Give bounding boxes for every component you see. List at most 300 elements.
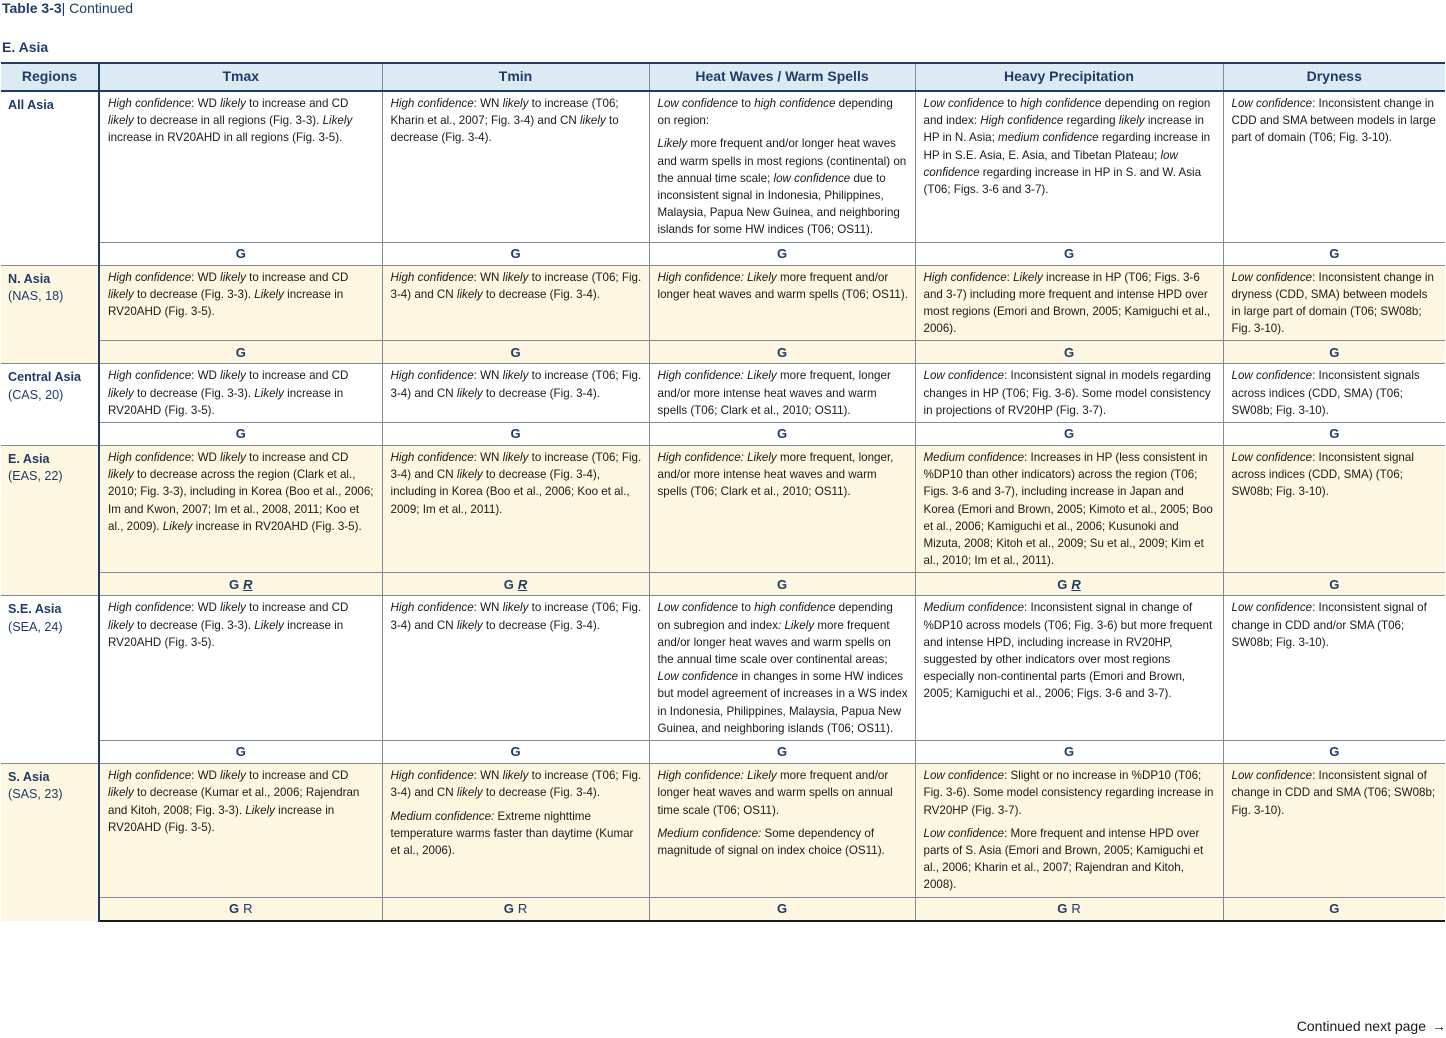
cell-heat-waves [649, 596, 915, 741]
cell-paragraph [924, 449, 1217, 569]
cell-text: increase in HP (T06; Figs. 3-6 and 3-7) including more frequent and intense HPD over most regions (Emori and Brown, 2005; Kamiguchi et al., 2006). [923, 270, 1211, 336]
column-header-tmin: Tmin [382, 63, 649, 91]
confidence-term: High confidence [980, 114, 1064, 128]
confidence-term: likely [502, 369, 529, 383]
table-row [1, 446, 1445, 573]
global-model-marker: G [1057, 576, 1068, 592]
confidence-term: likely [502, 769, 529, 783]
cell-heavy-precipitation [915, 764, 1223, 897]
global-model-marker: G [1329, 576, 1340, 592]
assessment-dryness [1223, 897, 1445, 921]
assessment-heavy-precipitation [915, 897, 1223, 921]
cell-heat-waves [649, 91, 915, 242]
column-header-tmax: Tmax [99, 63, 382, 91]
confidence-term: Low confidence [1231, 97, 1313, 110]
assessment-row [1, 573, 1445, 596]
column-header-heat-waves: Heat Waves / Warm Spells [649, 63, 915, 91]
global-model-marker: G [1057, 900, 1068, 916]
projections-table [1, 62, 1445, 922]
cell-text: : Inconsistent signal of change in CDD and/or SMA (T06; SW08b; Fig. 3-10). [1231, 601, 1427, 649]
cell-text: : [1006, 270, 1014, 284]
confidence-term: Low confidence [657, 601, 739, 615]
cell-text: increase in RV20AHD (Fig. 3-5). [108, 803, 335, 834]
assessment-row [1, 423, 1445, 446]
confidence-term: Likely [245, 803, 275, 817]
cell-text: regarding increase in HP in S. and W. Asia (T06; Figs. 3-6 and 3-7). [923, 165, 1202, 197]
assessment-heat-waves [649, 423, 915, 446]
assessment-heavy-precipitation [915, 341, 1223, 364]
confidence-term: High confidence: Likely [657, 270, 777, 284]
global-model-marker: G [235, 426, 246, 442]
global-model-marker: G [510, 744, 521, 760]
cell-text: to decrease (Fig. 3-4). [482, 786, 600, 800]
cell-text: increase in RV20AHD (Fig. 3-5). [108, 618, 344, 649]
cell-text: : WN [473, 97, 503, 110]
confidence-term: likely [220, 451, 246, 465]
confidence-term: likely [220, 270, 246, 284]
cell-text: to increase (T06; Kharin et al., 2007; Fig. 3-4) and CN [390, 97, 619, 128]
table-header-row [1, 63, 1445, 91]
confidence-term: Low confidence [923, 97, 1005, 110]
confidence-term: Likely [254, 618, 284, 632]
table-row [1, 265, 1445, 341]
cell-text: : Inconsistent signal in change of %DP10 across models (T06; Fig. 3-6) but more frequent and intense HPD, including increase in RV20HP, suggested by other indicators over most regions especially non-continental parts (Emori and Brown, 2005; Kamiguchi et al., 2006; Figs. 3-6 and 3-7). [923, 601, 1213, 701]
confidence-term: High confidence [108, 97, 192, 110]
assessment-row [1, 741, 1445, 764]
confidence-term: Low confidence [657, 97, 739, 110]
cell-paragraph [108, 269, 376, 321]
cell-paragraph [391, 599, 643, 633]
confidence-term: Low confidence [1231, 369, 1313, 383]
confidence-term: Low confidence [923, 826, 1005, 840]
cell-text: more frequent, longer and/or more intense heat waves and warm spells (T06; Clark et al., 2010; OS11). [657, 369, 891, 417]
global-model-marker: G [510, 246, 521, 262]
cell-text: : WN [473, 369, 503, 383]
assessment-tmax [99, 242, 382, 265]
assessment-tmin [382, 741, 649, 764]
region-name: S.E. Asia [8, 602, 62, 617]
region-code: (CAS, 20) [8, 387, 64, 402]
confidence-term: High confidence: Likely [657, 369, 777, 383]
cell-text: to decrease (Fig. 3-4). [482, 618, 600, 632]
cell-heat-waves [649, 446, 915, 573]
cell-text: : Inconsistent signal in models regarding changes in HP (T06; Fig. 3-6). Some model consistency in projections of RV20HP (Fig. 3-7). [923, 369, 1211, 417]
continued-next-label: Continued next page [1296, 1018, 1426, 1034]
assessment-heat-waves [649, 341, 915, 364]
global-model-marker: G [776, 426, 788, 442]
cell-text: increase in RV20AHD in all regions (Fig. 3-5). [108, 131, 343, 145]
global-model-marker: G [776, 744, 788, 760]
region-name: N. Asia [8, 271, 51, 286]
cell-text: : More frequent and intense HPD over parts of S. Asia (Emori and Brown, 2005; Kamiguchi et al., 2006; Kharin et al., 2007; Rajendran and Kitoh, 2008). [923, 826, 1204, 892]
cell-text: increase in RV20AHD (Fig. 3-5). [108, 287, 344, 319]
confidence-term: likely [220, 601, 246, 615]
region-cell [1, 596, 99, 764]
confidence-term: High confidence [108, 451, 192, 465]
confidence-term: : Likely [778, 618, 815, 632]
confidence-term: likely [502, 97, 529, 110]
global-model-marker: G [1063, 744, 1075, 760]
cell-tmax [99, 265, 382, 341]
confidence-term: likely [108, 618, 134, 632]
cell-tmax [99, 364, 382, 423]
assessment-dryness [1223, 573, 1445, 596]
cell-paragraph [658, 825, 909, 859]
confidence-term: High confidence [390, 369, 474, 383]
cell-text: : WN [473, 270, 503, 284]
cell-text: : WD [191, 369, 221, 383]
table-row [1, 764, 1445, 897]
cell-text: to increase (T06; Fig. 3-4) and CN [390, 601, 642, 632]
confidence-term: likely [220, 769, 246, 783]
cell-text: to decrease (Fig. 3-4), including in Korea (Boo et al., 2006; Koo et al., 2009; Im et al., 2011). [390, 468, 630, 516]
cell-heat-waves [649, 265, 915, 341]
cell-text: : Inconsistent change in dryness (CDD, SMA) between models in large part of domain (T06; SW08b; Fig. 3-10). [1231, 270, 1434, 336]
region-cell [1, 265, 99, 364]
confidence-term: Likely [254, 386, 284, 400]
table-row [1, 596, 1445, 741]
region-name: E. Asia [8, 452, 50, 467]
regional-model-marker: R [1071, 900, 1081, 916]
cell-text: more frequent and/or longer heat waves and warm spells on the annual time scale over continental areas; [657, 618, 891, 667]
assessment-tmax [99, 897, 382, 921]
assessment-tmax [99, 741, 382, 764]
cell-text: to increase and CD [245, 270, 349, 284]
confidence-term: likely [456, 468, 483, 482]
cell-text: : WD [191, 769, 221, 783]
cell-text: to increase (T06; Fig. 3-4) and CN [390, 451, 642, 482]
global-model-marker: G [1329, 426, 1340, 442]
confidence-term: likely [108, 468, 134, 482]
confidence-term: likely [502, 270, 529, 284]
cell-paragraph [1232, 449, 1440, 501]
region-code: (SAS, 23) [8, 787, 63, 802]
cell-paragraph [391, 767, 643, 801]
confidence-term: High confidence [390, 769, 474, 783]
confidence-term: Likely [1013, 270, 1043, 284]
cell-paragraph [924, 599, 1217, 702]
confidence-term: likely [456, 386, 483, 400]
cell-paragraph [1232, 767, 1440, 819]
assessment-row [1, 242, 1445, 265]
confidence-term: likely [220, 369, 246, 383]
cell-paragraph [658, 767, 909, 819]
assessment-heavy-precipitation [915, 741, 1223, 764]
column-header-heavy-precipitation: Heavy Precipitation [915, 63, 1223, 91]
assessment-tmin [382, 242, 649, 265]
cell-text: to decrease across the region (Clark et al., 2010; Fig. 3-3), including in Korea (Boo et al., 2006; Im and Kwon, 2007; Im et al., 2008, 2011; Koo et al., 2009). [108, 468, 374, 533]
cell-paragraph [658, 269, 909, 303]
confidence-term: Likely [254, 287, 284, 301]
cell-paragraph [924, 95, 1217, 198]
assessment-dryness [1223, 341, 1445, 364]
region-cell [1, 91, 99, 265]
cell-text: : WD [191, 601, 221, 615]
confidence-term: low confidence [773, 171, 851, 185]
global-model-marker: G [235, 744, 246, 760]
assessment-heat-waves [649, 242, 915, 265]
global-model-marker: G [1063, 246, 1075, 262]
confidence-term: Likely [162, 519, 193, 533]
assessment-heat-waves [649, 897, 915, 921]
table-caption [2, 0, 133, 16]
assessment-heat-waves [649, 741, 915, 764]
confidence-term: Low confidence [1231, 270, 1313, 284]
cell-text: to decrease in all regions (Fig. 3-3). [133, 114, 323, 128]
region-cell [1, 764, 99, 921]
global-model-marker: G [235, 344, 246, 360]
region-name: Central Asia [8, 370, 82, 385]
cell-tmax [99, 446, 382, 573]
cell-text: to [738, 601, 755, 615]
cell-text: increase in RV20AHD (Fig. 3-5). [108, 386, 344, 417]
cell-text: to decrease (Kumar et al., 2006; Rajendran and Kitoh, 2008; Fig. 3-3). [108, 786, 360, 817]
cell-heat-waves [649, 764, 915, 897]
cell-text: to decrease (Fig. 3-3). [133, 618, 255, 632]
cell-heavy-precipitation [915, 446, 1223, 573]
assessment-tmin [382, 423, 649, 446]
assessment-tmax [99, 573, 382, 596]
cell-text: to increase (T06; Fig. 3-4) and CN [390, 769, 642, 800]
cell-paragraph [658, 449, 909, 501]
confidence-term: likely [456, 287, 483, 301]
cell-paragraph [1232, 95, 1440, 147]
cell-paragraph [658, 367, 909, 419]
confidence-term: High confidence [390, 601, 474, 615]
cell-text: to [738, 97, 755, 110]
cell-paragraph [1232, 367, 1440, 419]
cell-text: depending on region: [657, 97, 893, 128]
assessment-tmin [382, 341, 649, 364]
cell-heat-waves [649, 364, 915, 423]
assessment-dryness [1223, 741, 1445, 764]
cell-text: to increase and CD [245, 601, 349, 615]
cell-heavy-precipitation [915, 91, 1223, 242]
confidence-term: Low confidence [657, 670, 739, 684]
cell-text: increase in HP in N. Asia; [923, 114, 1204, 145]
cell-text: : Inconsistent signal of change in CDD and SMA (T06; SW08b; Fig. 3-10). [1231, 769, 1436, 817]
confidence-term: Low confidence [1231, 601, 1313, 615]
cell-text: : Slight or no increase in %DP10 (T06; Fig. 3-6). Some model consistency regarding increase in RV20HP (Fig. 3-7). [923, 769, 1214, 817]
assessment-heavy-precipitation [915, 242, 1223, 265]
cell-paragraph [108, 599, 376, 651]
confidence-term: High confidence: Likely [657, 769, 777, 783]
regional-model-marker: R [517, 576, 528, 592]
cell-paragraph [1232, 599, 1440, 651]
table-row [1, 91, 1445, 242]
global-model-marker: G [1329, 344, 1340, 360]
confidence-term: High confidence [108, 270, 192, 284]
cell-tmax [99, 764, 382, 897]
cell-text: increase in RV20AHD (Fig. 3-5). [192, 519, 362, 533]
confidence-term: likely [1118, 114, 1145, 128]
cell-text: more frequent and/or longer heat waves and warm spells on annual time scale (T06; OS11). [657, 769, 893, 817]
cell-text: more frequent and/or longer heat waves and warm spells in most regions (continental) on the annual time scale; [657, 137, 907, 185]
confidence-term: likely [502, 601, 529, 615]
cell-text: to increase and CD [245, 451, 349, 465]
cell-dryness [1223, 446, 1445, 573]
cell-text: due to inconsistent signal in Indonesia, Philippines, Malaysia, Papua New Guinea, and neighboring islands for some HW indices (T06; OS11). [657, 171, 900, 237]
region-group-title: E. Asia [2, 39, 49, 55]
cell-text: to [1004, 97, 1021, 110]
confidence-term: Low confidence [923, 769, 1005, 783]
cell-paragraph [391, 449, 643, 518]
assessment-row [1, 897, 1445, 921]
cell-paragraph [924, 825, 1217, 894]
cell-paragraph [658, 135, 909, 238]
confidence-term: low confidence [923, 148, 1178, 179]
cell-dryness [1223, 596, 1445, 741]
region-code: (SEA, 24) [8, 619, 63, 634]
assessment-tmax [99, 341, 382, 364]
column-header-regions: Regions [1, 63, 99, 91]
confidence-term: Low confidence [1231, 769, 1313, 783]
cell-text: : Inconsistent signals across indices (CDD, SMA) (T06; SW08b; Fig. 3-10). [1231, 369, 1420, 417]
confidence-term: High confidence [108, 369, 192, 383]
assessment-heat-waves [649, 573, 915, 596]
cell-paragraph [108, 367, 376, 419]
cell-paragraph [924, 269, 1217, 338]
cell-paragraph [658, 599, 909, 737]
cell-text: more frequent, longer, and/or more intense heat waves and warm spells (T06; Clark et al., 2010; OS11). [657, 451, 894, 499]
cell-dryness [1223, 364, 1445, 423]
cell-text: : WD [191, 97, 221, 110]
cell-tmin [382, 446, 649, 573]
cell-tmin [382, 91, 649, 242]
cell-paragraph [391, 367, 643, 401]
assessment-heavy-precipitation [915, 423, 1223, 446]
cell-text: depending on subregion and index [657, 601, 893, 632]
cell-text: regarding [1063, 114, 1119, 128]
cell-text: depending on region and index: [923, 97, 1211, 128]
cell-dryness [1223, 764, 1445, 897]
regional-model-marker: R [517, 900, 528, 916]
region-code: (NAS, 18) [8, 288, 64, 303]
cell-text: : WD [191, 451, 221, 465]
region-name: All Asia [8, 98, 54, 112]
cell-text: to increase and CD [245, 769, 349, 783]
regional-model-marker: R [243, 576, 253, 592]
cell-text: : Inconsistent signal across indices (CDD, SMA) (T06; SW08b; Fig. 3-10). [1231, 451, 1414, 499]
cell-text: Some dependency of magnitude of signal on index choice (OS11). [657, 826, 885, 857]
assessment-tmin [382, 573, 649, 596]
cell-heavy-precipitation [915, 596, 1223, 741]
confidence-term: likely [456, 786, 483, 800]
cell-text: to increase and CD [245, 97, 349, 110]
regional-model-marker: R [1071, 576, 1081, 592]
cell-tmax [99, 596, 382, 741]
cell-text: : WN [473, 451, 503, 465]
confidence-term: High confidence [390, 270, 474, 284]
confidence-term: Likely [322, 114, 353, 128]
cell-text: to decrease (Fig. 3-4). [482, 386, 600, 400]
confidence-term: high confidence [1020, 97, 1102, 110]
cell-text: to increase and CD [245, 369, 349, 383]
confidence-term: Medium confidence [923, 601, 1025, 615]
region-cell [1, 446, 99, 596]
confidence-term: Medium confidence: [390, 809, 495, 823]
confidence-term: likely [108, 386, 134, 400]
confidence-term: Medium confidence: [657, 826, 762, 840]
cell-text: Extreme nighttime temperature warms faster than daytime (Kumar et al., 2006). [390, 809, 634, 857]
assessment-heavy-precipitation [915, 573, 1223, 596]
cell-paragraph [658, 95, 909, 129]
global-model-marker: G [1063, 344, 1075, 360]
global-model-marker: G [776, 576, 788, 592]
cell-paragraph [108, 449, 376, 535]
global-model-marker: G [1063, 426, 1075, 442]
global-model-marker: G [235, 246, 246, 262]
cell-text: : WD [191, 270, 221, 284]
region-cell [1, 364, 99, 446]
cell-paragraph [391, 269, 643, 303]
confidence-term: High confidence [390, 97, 474, 110]
confidence-term: likely [108, 114, 134, 128]
assessment-row [1, 341, 1445, 364]
cell-text: : WN [473, 769, 503, 783]
confidence-term: likely [456, 618, 483, 632]
continued-next-page [1297, 1018, 1446, 1034]
global-model-marker: G [510, 426, 521, 442]
cell-text: to increase (T06; Fig. 3-4) and CN [390, 270, 642, 301]
table-row [1, 364, 1445, 423]
global-model-marker: G [503, 576, 514, 592]
cell-dryness [1223, 91, 1445, 242]
assessment-tmin [382, 897, 649, 921]
cell-tmin [382, 596, 649, 741]
confidence-term: Likely [657, 137, 688, 151]
confidence-term: Low confidence [1231, 451, 1313, 465]
cell-text: to decrease (Fig. 3-4). [482, 287, 600, 301]
cell-text: to decrease (Fig. 3-3). [133, 287, 255, 301]
global-model-marker: G [1329, 744, 1340, 760]
confidence-term: High confidence [923, 270, 1007, 284]
region-name: S. Asia [8, 770, 50, 785]
regional-model-marker: R [243, 900, 253, 916]
cell-tmin [382, 764, 649, 897]
global-model-marker: G [510, 344, 521, 360]
arrow-right-icon: → [1432, 1018, 1446, 1034]
confidence-term: High confidence [390, 451, 474, 465]
assessment-dryness [1223, 423, 1445, 446]
cell-text: in changes in some HW indices but model agreement of increases in a WS index in Indonesia, Philippines, Malaysia, Papua New Guinea, and neighboring islands (T06; OS11). [657, 670, 908, 735]
confidence-term: High confidence: Likely [657, 451, 777, 465]
global-model-marker: G [503, 900, 514, 916]
confidence-term: likely [108, 786, 134, 800]
confidence-term: medium confidence [998, 131, 1099, 145]
global-model-marker: G [1329, 246, 1340, 262]
global-model-marker: G [228, 900, 240, 916]
cell-text: more frequent and/or longer heat waves and warm spells (T06; OS11). [657, 270, 908, 301]
confidence-term: likely [502, 451, 529, 465]
cell-heavy-precipitation [915, 265, 1223, 341]
cell-text: : Increases in HP (less consistent in %DP10 than other indicators) across the region (T06; Figs. 3-6 and 3-7), including increase in Japan and Korea (Emori and Brown, 2005; Kimoto et al., 2005; Boo et al., 2006; Kamiguchi et al., 2006; Kusunoki and Mizuta, 2008; Kitoh et al., 2009; Su et al., 2009; Kim et al., 2010; Im et al., 2011). [923, 451, 1213, 568]
confidence-term: Low confidence [923, 369, 1005, 383]
region-code: (EAS, 22) [8, 469, 63, 484]
cell-paragraph [108, 767, 376, 836]
cell-tmin [382, 265, 649, 341]
confidence-term: Medium confidence [923, 451, 1025, 465]
confidence-term: High confidence [108, 601, 192, 615]
global-model-marker: G [776, 900, 788, 916]
cell-paragraph [391, 95, 643, 147]
confidence-term: likely [108, 287, 134, 301]
confidence-term: likely [579, 114, 606, 128]
confidence-term: High confidence [108, 769, 192, 783]
cell-heavy-precipitation [915, 364, 1223, 423]
cell-tmax [99, 91, 382, 242]
table-continued: | Continued [61, 0, 134, 16]
